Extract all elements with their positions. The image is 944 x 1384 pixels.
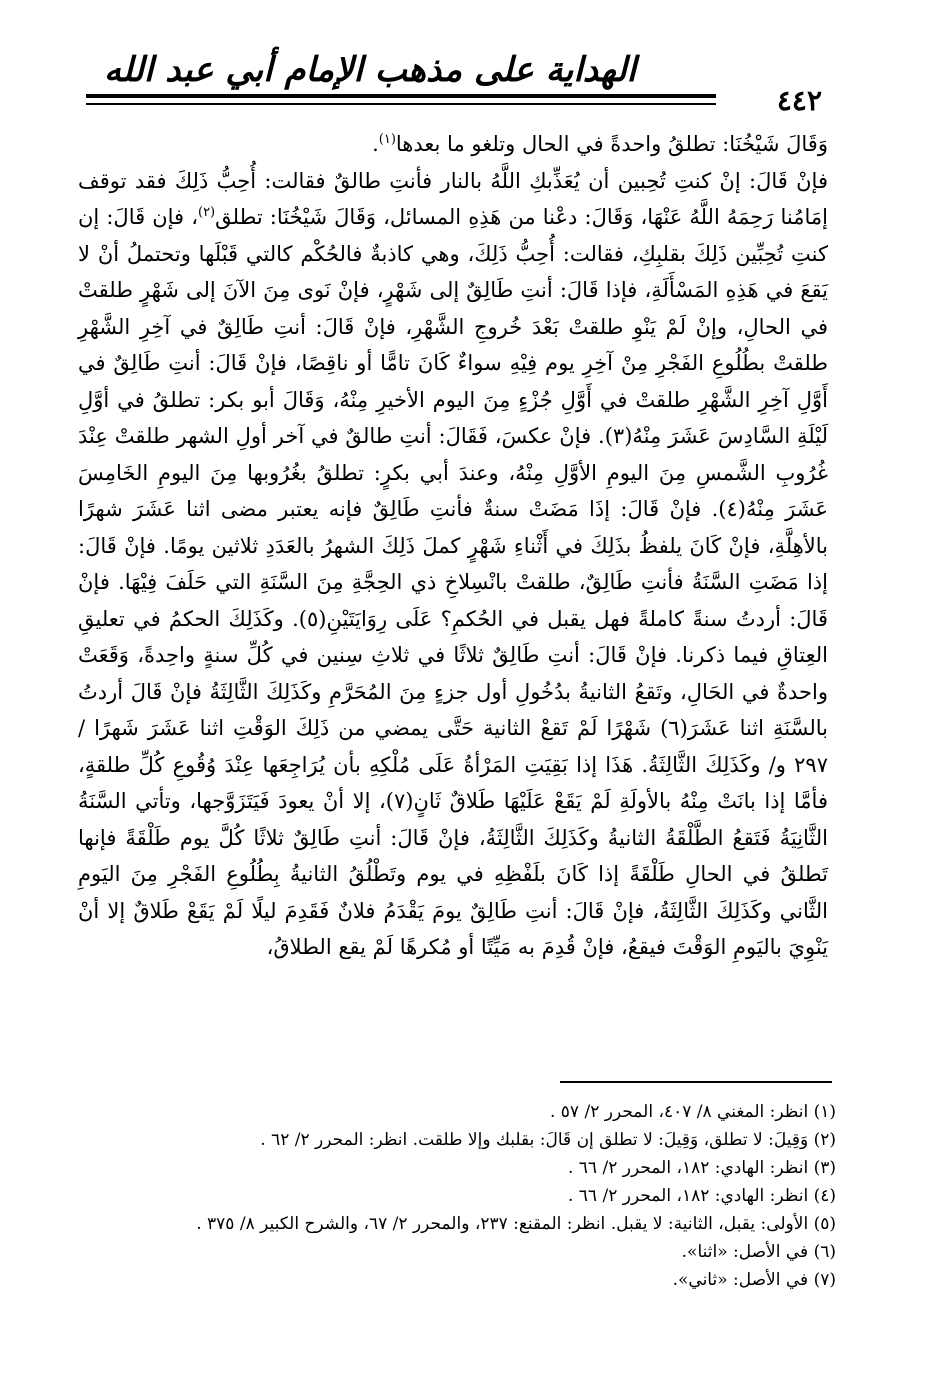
- paragraph-1: [78, 126, 828, 163]
- footnote-7: (٧) في الأصل: «ثاني».: [672, 1270, 836, 1290]
- footnote-4: (٤) انظر: الهادي: ١٨٢، المحرر ٢/ ٦٦ .: [567, 1186, 836, 1206]
- footnote-1: (١) انظر: المغني ٨/ ٤٠٧، المحرر ٢/ ٥٧ .: [549, 1102, 836, 1122]
- header-rule: [86, 94, 716, 98]
- footnote-3: (٣) انظر: الهادي: ١٨٢، المحرر ٢/ ٦٦ .: [567, 1158, 836, 1178]
- footnotes: [76, 1098, 836, 1294]
- header-rule-thin: [86, 103, 716, 105]
- paragraph-tail: ، فإن قَالَ: إن كنتِ تُحِبِّين ذَلِكَ بقلبِكِ، فقالت: أُحِبُّ ذَلِكَ، وهي كاذبةٌ فالحُكْم كالتي قَبْلَها وتحتملُ أنْ لا يَقعَ في هَذِهِ المَسْأَلَةِ، فإذا قَالَ: أنتِ طَالِقٌ إلى شَهْرٍ، فإنْ نَوى مِنَ الآنَ إلى شَهْرٍ طلقتْ في الحالِ، وإنْ لَمْ يَنْوِ طلقتْ بَعْدَ خُروجِ الشَّهْرِ، فإنْ قَالَ: أنتِ طَالِقٌ في آخِرِ الشَّهْرِ طلقتْ بطُلُوعِ الفَجْرِ مِنْ آخِرِ يوم فِيْهِ سواءٌ كَانَ تامًّا أو ناقِصًا، فإنْ قَالَ: أنتِ طَالِقٌ في أَوَّلِ آخِرِ الشَّهْرِ طلقتْ في أَوَّلِ جُزْءٍ مِنَ اليوم الأخيرِ مِنْهُ، وَقَالَ أبو بكر: تطلقُ في أوَّلِ لَيْلَةِ السَّادِسَ عَشَرَ مِنْهُ: [78, 205, 828, 448]
- footnote-6: (٦) في الأصل: «اثنا».: [681, 1242, 836, 1262]
- paragraph-text: وَقَالَ شَيْخُنَا: تطلقُ واحدةً في الحال وتلغو ما بعدها: [395, 132, 828, 156]
- paragraph-text: فإنْ قَالَ: إنْ كنتِ تُحِبين أن يُعَذِّبكِ اللَّهُ بالنار فأنتِ طالقٌ فقالت: أُحِبُّ ذَلِكَ فقد توقف إمَامُنا رَحِمَهُ اللَّهُ عَنْهَا، وَقَالَ: دعْنا من هَذِهِ المسائل، وَقَالَ شَيْخُنَا: تطلق: [78, 168, 828, 229]
- paragraph-tail: .: [372, 132, 379, 156]
- paragraph-continuation: (٣). فإنْ عكسَ، فَقَالَ: أنتِ طالقٌ في آخر أولِ الشهر طلقتْ عِنْدَ غُرُوبِ الشَّمسِ مِنَ اليومِ الأوَّلِ مِنْهُ، وعندَ أبي بكرٍ: تطلقُ بغُرُوبها مِنَ اليومِ الخَامِسَ عَشَرَ مِنْهُ(٤). فإنْ قَالَ: إذَا مَضَتْ سنةٌ فأنتِ طَالِقٌ فإنه يعتبر مضى اثنا عَشَرَ شهرًا بالأهِلَّةِ، فإنْ كَانَ يلفظُ بذَلِكَ في أَثْناءِ شَهْرٍ كملَ ذَلِكَ الشهرُ بالعَدَدِ ثلاثين يومًا. فإنْ قَالَ: إذا مَضَتِ السَّنَةُ فأنتِ طَالِقٌ، طلقتْ بانْسِلاخِ ذي الحِجَّةِ مِنَ السَّنَةِ التي حَلَفَ فِيْهَا. فإنْ قَالَ: أردتُ سنةً كاملةً فهل يقبل في الحُكمِ؟ عَلَى رِوَايَتَيْنِ(٥). وكَذَلِكَ الحكمُ في تعليقِ العِتاقِ فيما ذكرنا. فإنْ قَالَ: أنتِ طَالِقٌ ثلاثًا في ثلاثِ سِنين في كُلِّ سنةٍ واحِدةً، وَقَعَتْ واحدةٌ في الحَالِ، وتَقعُ الثانيةُ بدُخُولِ أول جزءٍ مِنَ المُحَرَّمِ وكَذَلِكَ الثَّالِثَةُ فإنْ قَالَ أردتُ بالسَّنَةِ اثنا عَشَرَ(٦) شَهْرًا لَمْ تَقعْ الثانية حَتَّى يمضي من ذَلِكَ الوَقْتِ اثنا عَشَرَ شَهرًا / ٢٩٧ و/ وكَذَلِكَ الثَّالِثَةُ. هَذَا إذا بَقِيَتِ المَرْأةُ عَلَى مُلْكِهِ بأن يُرَاجِعَها عِنْدَ وُقُوعِ كُلِّ طلقةٍ، فأمَّا إذا بانَتْ مِنْهُ بالأولَةِ لَمْ يَقَعْ عَلَيْهَا طَلاقٌ ثَانٍ(٧)، إلا أنْ يعودَ فَيَتَزَوَّجها، وتأتي السَّنَةُ الثَّانِيَةُ فَتَقعُ الطَّلْقَةُ الثانيةُ وكَذَلِكَ الثَّالِثَةُ، فإنْ قَالَ: أنتِ طَالِقٌ ثلاثًا كُلَّ يوم طَلْقَةً فإنها تَطلقُ في الحالِ طَلْقَةً إذا كَانَ بلَفْظِهِ في يوم وتَطْلُقُ الثانيةُ بِطُلُوعِ الفَجْرِ مِنَ اليَومِ الثَّاني وكَذَلِكَ الثَّالِثَةُ، فإنْ قَالَ: أنتِ طَالِقٌ يومَ يَقْدَمُ فلانٌ فَقَدِمَ ليلًا لَمْ يَقَعْ طَلاقٌ إلا أنْ يَنْوِيَ باليَومِ الوَقْتَ فيقعُ، فإنْ قُدِمَ به مَيِّتًا أو مُكرهًا لَمْ يقع الطلاقُ،: [78, 424, 828, 959]
- running-title: الهداية على مذهب الإمام أبي عبد الله: [104, 50, 637, 90]
- main-text: [78, 126, 828, 966]
- footnote-marker: (٢): [197, 205, 216, 220]
- footnote-5: (٥) الأولى: يقبل، الثانية: لا يقبل. انظر: المقنع: ٢٣٧، والمحرر ٢/ ٦٧، والشرح الكبير ٨/ ٣٧٥ .: [196, 1214, 836, 1234]
- footnote-marker: (١): [378, 132, 396, 147]
- page-number: ٤٤٢: [776, 84, 822, 117]
- paragraph-2: [78, 163, 828, 966]
- footnote-rule: [560, 1081, 832, 1083]
- footnote-2: (٢) وَقِيلَ: لا تطلق، وَقِيلَ: لا تطلق إن قَالَ: بقلبك وإلا طلقت. انظر: المحرر ٢/ ٦٢ .: [260, 1130, 836, 1150]
